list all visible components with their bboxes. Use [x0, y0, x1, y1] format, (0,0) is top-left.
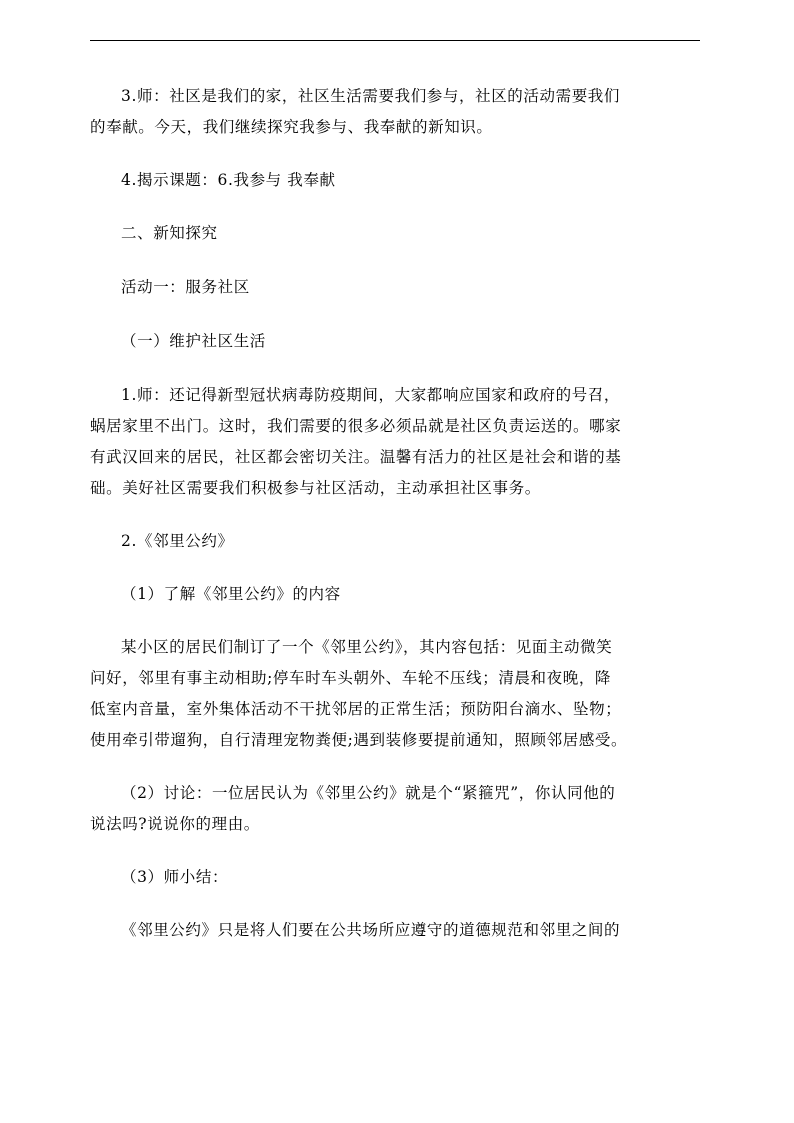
text-line: 的奉献。今天，我们继续探究我参与、我奉献的新知识。	[90, 118, 493, 136]
section-heading-new-knowledge	[90, 218, 710, 249]
text-line: 问好，邻里有事主动相助;停车时车头朝外、车轮不压线；清晨和夜晚，降	[90, 669, 612, 687]
text-line: 使用牵引带遛狗，自行清理宠物粪便;遇到装修要提前通知，照顾邻居感受。	[90, 731, 628, 749]
paragraph-understand-content	[90, 579, 710, 610]
text-line: （一）维护社区生活	[121, 332, 266, 350]
paragraph-teacher-epidemic	[90, 380, 710, 504]
text-line: 3.师：社区是我们的家，社区生活需要我们参与，社区的活动需要我们	[121, 87, 620, 105]
paragraph-topic-reveal	[90, 165, 710, 196]
text-line: 础。美好社区需要我们积极参与社区活动，主动承担社区事务。	[90, 479, 541, 497]
text-line: 蜗居家里不出门。这时，我们需要的很多必须品就是社区负责运送的。哪家	[90, 417, 622, 435]
paragraph-summary-text	[90, 915, 710, 946]
activity-heading	[90, 272, 710, 303]
text-line: 低室内音量，室外集体活动不干扰邻居的正常生活；预防阳台滴水、坠物；	[90, 700, 622, 718]
document-body	[90, 81, 710, 968]
text-line: 二、新知探究	[121, 224, 218, 242]
paragraph-teacher-intro	[90, 81, 710, 143]
text-line: （3）师小结：	[121, 868, 229, 886]
paragraph-convention-heading	[90, 526, 710, 557]
text-line: 《邻里公约》只是将人们要在公共场所应遵守的道德规范和邻里之间的	[121, 921, 621, 939]
text-line: 某小区的居民们制订了一个《邻里公约》，其内容包括：见面主动微笑	[121, 638, 613, 656]
text-line: 有武汉回来的居民，社区都会密切关注。温馨有活力的社区是社会和谐的基	[90, 448, 622, 466]
paragraph-convention-content	[90, 632, 710, 756]
text-line: 活动一：服务社区	[121, 278, 250, 296]
text-line: 4.揭示课题：6.我参与 我奉献	[121, 171, 336, 189]
text-line: 1.师：还记得新型冠状病毒防疫期间，大家都响应国家和政府的号召，	[121, 386, 620, 404]
text-line: （2）讨论：一位居民认为《邻里公约》就是个“紧箍咒”，你认同他的	[121, 784, 616, 802]
text-line: 说法吗?说说你的理由。	[90, 815, 260, 833]
paragraph-teacher-summary-heading	[90, 862, 710, 893]
paragraph-discussion	[90, 778, 710, 840]
header-rule	[90, 40, 700, 41]
text-line: （1）了解《邻里公约》的内容	[121, 585, 341, 603]
subsection-heading	[90, 326, 710, 357]
text-line: 2.《邻里公约》	[121, 532, 234, 550]
